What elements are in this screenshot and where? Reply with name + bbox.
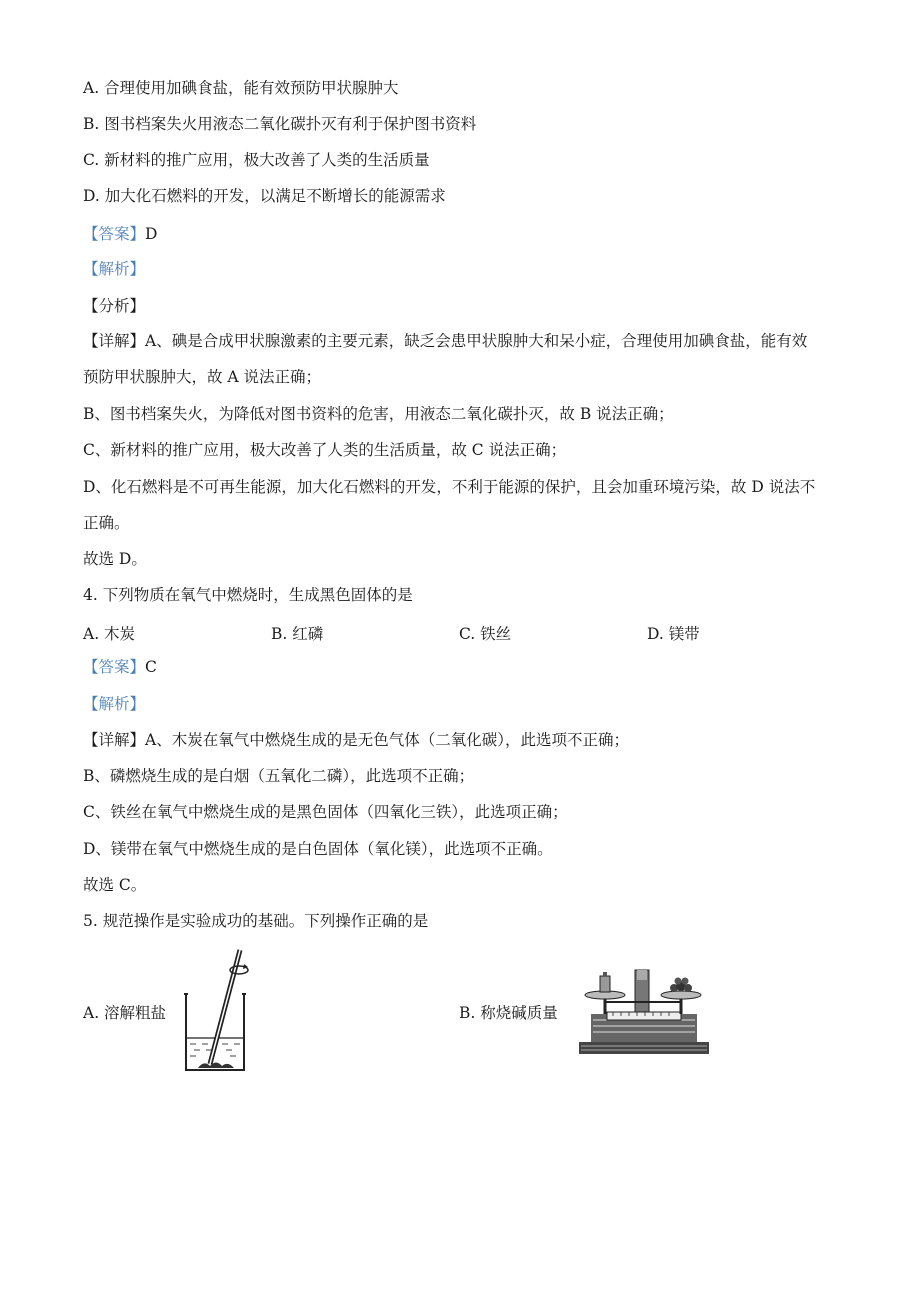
q3-option-c: C. 新材料的推广应用，极大改善了人类的生活质量	[83, 151, 430, 169]
q3-option-b: B. 图书档案失火用液态二氧化碳扑灭有利于保护图书资料	[83, 115, 477, 133]
beaker-stirring-illustration	[176, 946, 250, 1076]
q4-detail-line-4: D、镁带在氧气中燃烧生成的是白色固体（氧化镁），此选项不正确。	[83, 840, 553, 858]
q4-detail-line-3: C、铁丝在氧气中燃烧生成的是黑色固体（四氧化三铁），此选项正确；	[83, 803, 568, 821]
q4-detail-line-2: B、磷燃烧生成的是白烟（五氧化二磷），此选项不正确；	[83, 767, 475, 785]
q3-option-a: A. 合理使用加碘食盐，能有效预防甲状腺肿大	[83, 79, 399, 97]
q4-option-c: C. 铁丝	[459, 625, 512, 643]
q4-analysis-tag: 【解析】	[83, 695, 146, 713]
q4-stem: 4. 下列物质在氧气中燃烧时，生成黑色固体的是	[83, 586, 413, 604]
q3-detail-line-5: D、化石燃料是不可再生能源，加大化石燃料的开发，不利于能源的保护，且会加重环境污染，故 D 说法不	[83, 478, 816, 496]
answer-tag: 【答案】	[83, 658, 146, 676]
q5-option-b-label: B. 称烧碱质量	[459, 1004, 558, 1022]
balance-scale-illustration	[577, 968, 711, 1056]
q4-conclusion: 故选 C。	[83, 876, 147, 894]
answer-value: C	[145, 658, 157, 676]
q3-answer	[83, 224, 157, 244]
q3-conclusion: 故选 D。	[83, 550, 147, 568]
detail-text: A、碘是合成甲状腺激素的主要元素，缺乏会患甲状腺肿大和呆小症，合理使用加碘食盐，能有效	[145, 332, 808, 350]
q3-detail-line-4: C、新材料的推广应用，极大改善了人类的生活质量，故 C 说法正确；	[83, 441, 567, 459]
q4-option-a: A. 木炭	[83, 625, 136, 643]
q4-options	[83, 622, 843, 642]
answer-value: D	[145, 225, 158, 243]
detail-text: A、木炭在氧气中燃烧生成的是无色气体（二氧化碳），此选项不正确；	[145, 731, 629, 749]
detail-tag: 【详解】	[83, 731, 146, 749]
q3-detail-line-6: 正确。	[83, 514, 130, 532]
detail-tag: 【详解】	[83, 332, 146, 350]
q4-answer	[83, 657, 157, 677]
q3-detail-line-2: 预防甲状腺肿大，故 A 说法正确；	[83, 368, 322, 386]
q3-detail-line-3: B、图书档案失火，为降低对图书资料的危害，用液态二氧化碳扑灭，故 B 说法正确；	[83, 405, 674, 423]
q3-detail-line-1	[83, 331, 807, 351]
q5-stem: 5. 规范操作是实验成功的基础。下列操作正确的是	[83, 912, 429, 930]
answer-tag: 【答案】	[83, 225, 146, 243]
q4-detail-line-1	[83, 730, 629, 750]
q5-option-a-label: A. 溶解粗盐	[83, 1004, 167, 1022]
q4-option-b: B. 红磷	[271, 625, 324, 643]
q3-option-d: D. 加大化石燃料的开发，以满足不断增长的能源需求	[83, 187, 446, 205]
q3-analysis-tag: 【解析】	[83, 260, 146, 278]
q4-option-d: D. 镁带	[647, 625, 700, 643]
q3-fenxi-tag: 【分析】	[83, 297, 146, 315]
